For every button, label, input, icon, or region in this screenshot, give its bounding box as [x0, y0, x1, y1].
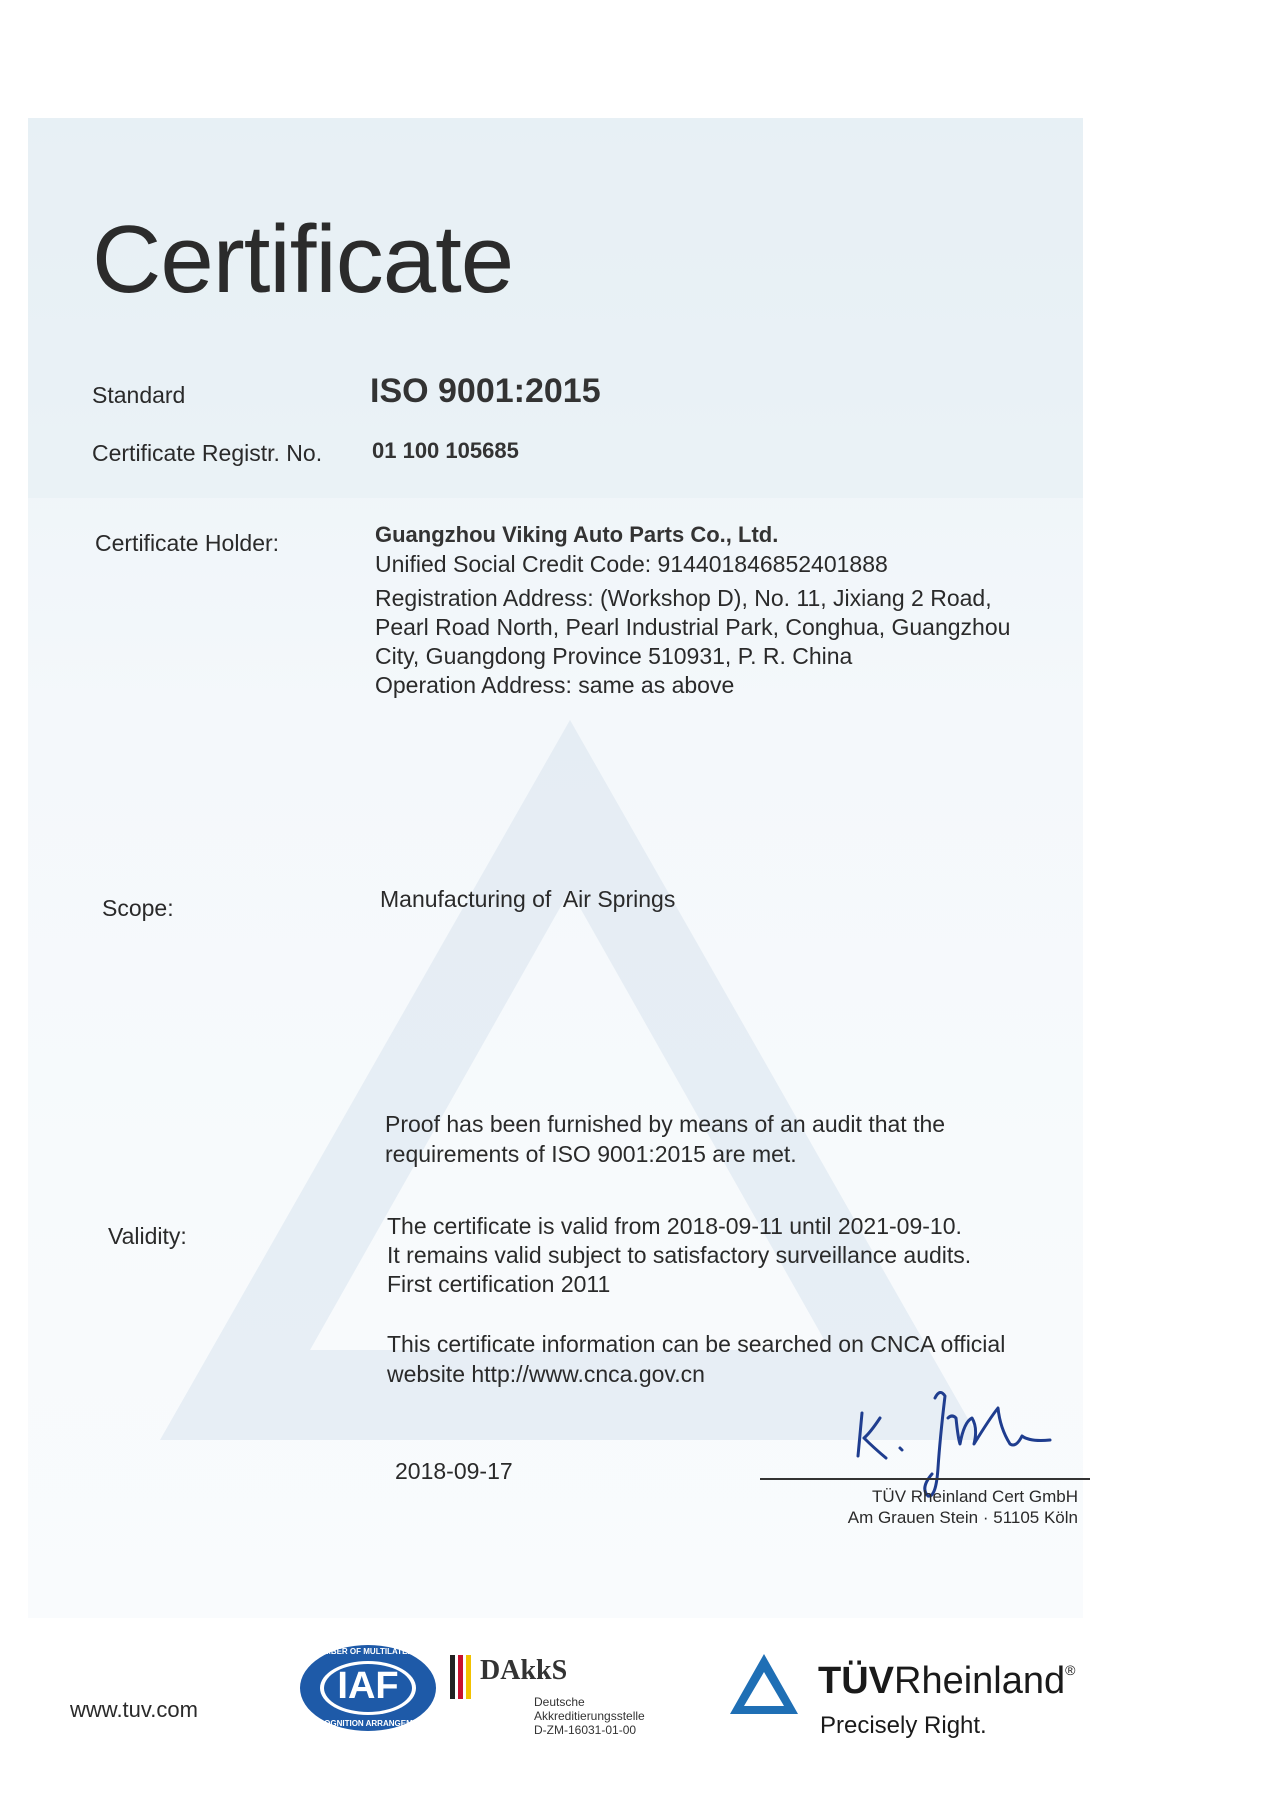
holder-block — [375, 520, 1010, 700]
dakks-line: Akkreditierungsstelle — [534, 1709, 645, 1723]
dakks-logo — [448, 1643, 678, 1743]
tuv-brand-regular: Rheinland — [894, 1660, 1066, 1702]
tuv-tagline: Precisely Right. — [820, 1712, 987, 1739]
holder-label: Certificate Holder: — [95, 530, 280, 556]
tuv-brand-bold: TÜV — [818, 1660, 894, 1702]
signature-line — [760, 1478, 1090, 1480]
holder-name: Guangzhou Viking Auto Parts Co., Ltd. — [375, 522, 779, 547]
iaf-text: IAF — [337, 1665, 399, 1707]
scope-value: Manufacturing of Air Springs — [380, 886, 676, 912]
issuer-name: TÜV Rheinland Cert GmbH — [872, 1487, 1078, 1506]
certificate-title: Certificate — [92, 206, 514, 313]
iaf-ring-top: MEMBER OF MULTILATERAL — [312, 1647, 424, 1656]
validity-label: Validity: — [108, 1223, 187, 1249]
iaf-ring-bottom: RECOGNITION ARRANGEMENT — [307, 1719, 429, 1728]
issue-date: 2018-09-17 — [395, 1458, 513, 1484]
standard-value: ISO 9001:2015 — [370, 372, 601, 410]
iaf-logo — [298, 1643, 438, 1733]
dakks-line: Deutsche — [534, 1695, 585, 1709]
tuv-triangle-logo-icon — [728, 1652, 800, 1716]
scope-label: Scope: — [102, 895, 174, 921]
holder-address-line: City, Guangdong Province 510931, P. R. China — [375, 643, 853, 669]
holder-address-line: Pearl Road North, Pearl Industrial Park, Conghua, Guangzhou — [375, 614, 1011, 640]
holder-credit-code: Unified Social Credit Code: 914401846852401888 — [375, 551, 888, 577]
cnca-info-line: website http://www.cnca.gov.cn — [387, 1361, 705, 1387]
audit-proof-line: Proof has been furnished by means of an audit that the — [385, 1111, 946, 1137]
registration-number-label: Certificate Registr. No. — [92, 440, 323, 466]
registered-mark: ® — [1065, 1662, 1076, 1678]
dakks-bars-icon — [448, 1651, 478, 1703]
cnca-info-line: This certificate information can be searched on CNCA official — [387, 1331, 1006, 1357]
standard-label: Standard — [92, 382, 186, 408]
dakks-name: DAkkS — [480, 1655, 568, 1686]
validity-condition: It remains valid subject to satisfactory surveillance audits. — [387, 1242, 972, 1268]
dakks-accreditation-number: D-ZM-16031-01-00 — [534, 1723, 637, 1737]
website-link[interactable]: www.tuv.com — [70, 1697, 198, 1722]
holder-operation-address: Operation Address: same as above — [375, 672, 735, 698]
registration-number-value: 01 100 105685 — [372, 438, 519, 463]
first-certification: First certification 2011 — [387, 1271, 611, 1297]
validity-period: The certificate is valid from 2018-09-11 until 2021-09-10. — [387, 1213, 962, 1239]
tuv-brand — [818, 1660, 1075, 1703]
issuer-address: Am Grauen Stein · 51105 Köln — [847, 1508, 1078, 1527]
holder-address-line: Registration Address: (Workshop D), No. 11, Jixiang 2 Road, — [375, 585, 992, 611]
audit-proof-line: requirements of ISO 9001:2015 are met. — [385, 1141, 797, 1167]
